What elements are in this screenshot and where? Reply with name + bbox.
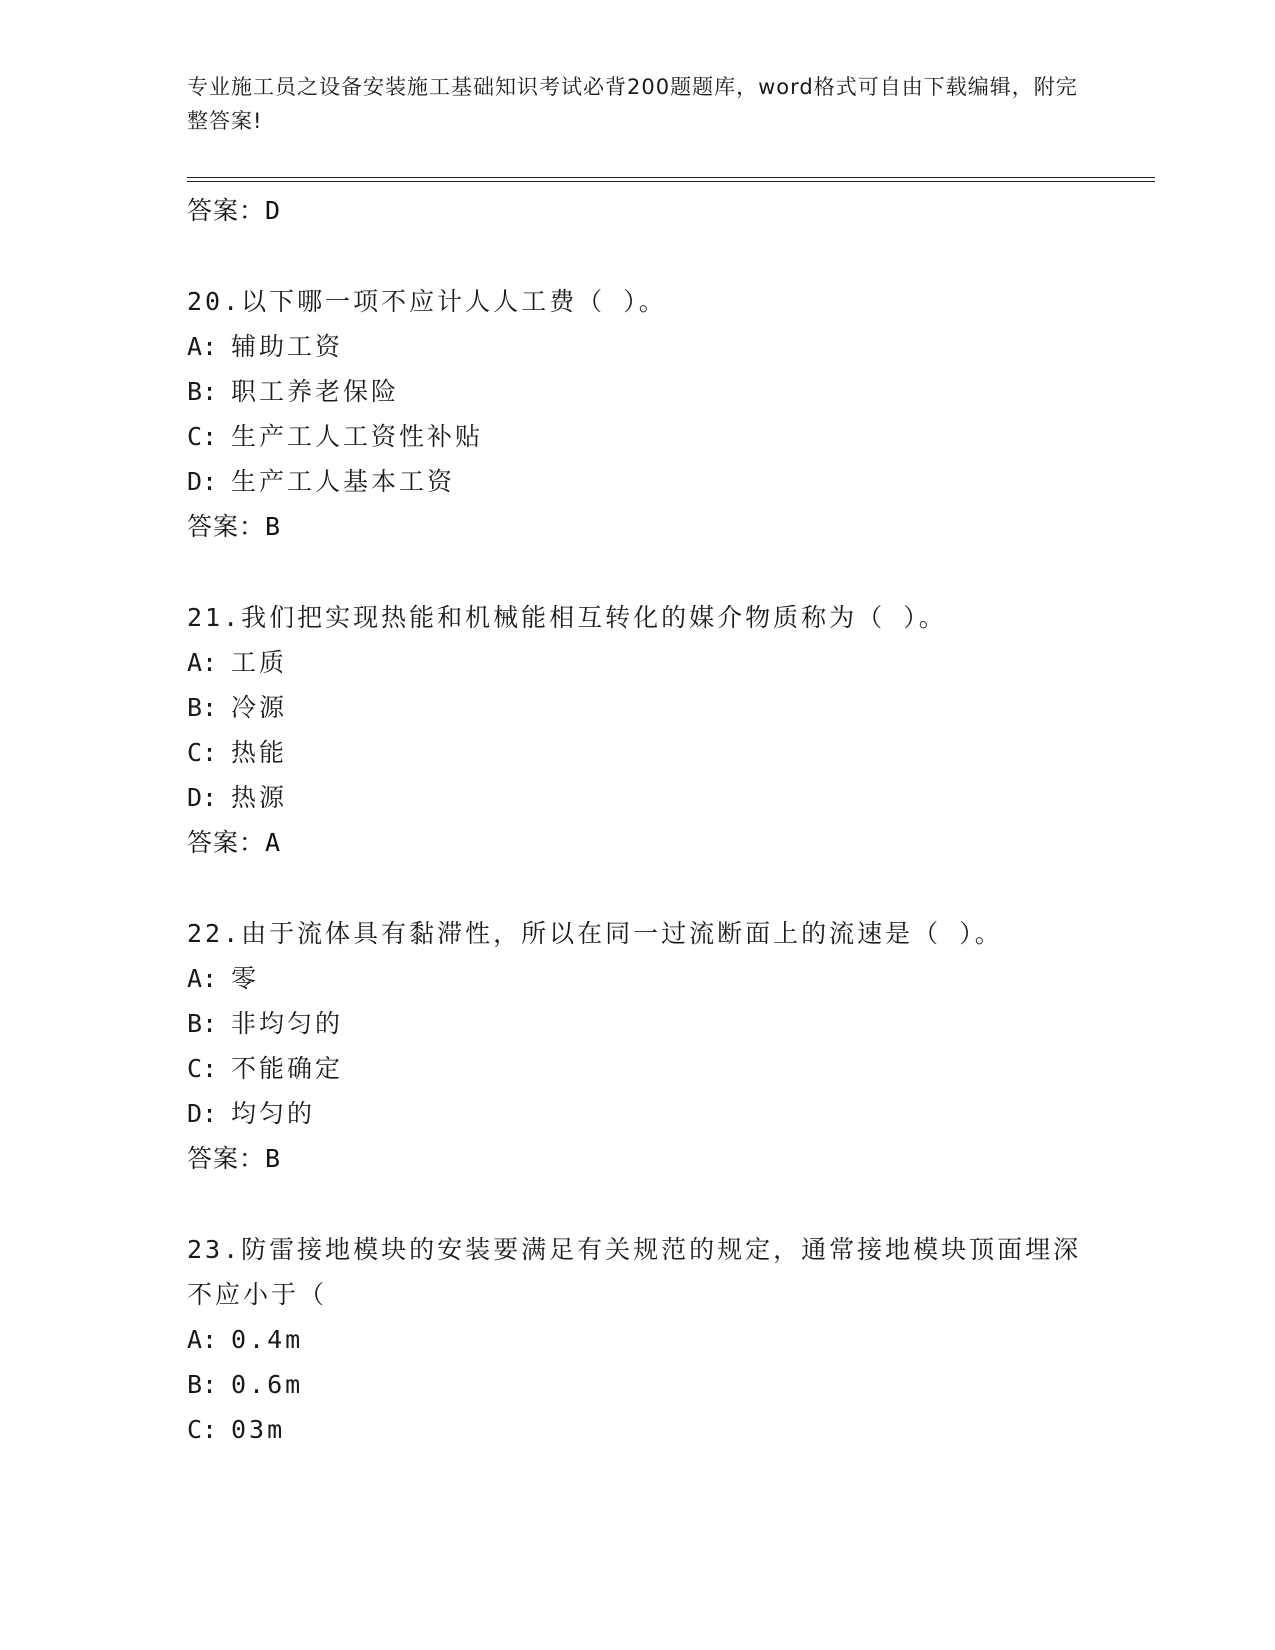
option-text: 非均匀的 [231, 1009, 344, 1038]
spacer [187, 549, 1087, 595]
option-b [187, 1362, 1087, 1407]
option-letter: D: [187, 1099, 218, 1128]
option-d [187, 775, 1087, 820]
option-letter: A: [187, 1325, 218, 1354]
option-letter: C: [187, 1054, 218, 1083]
option-b [187, 1001, 1087, 1046]
option-d [187, 1091, 1087, 1136]
option-text: 0.4m [231, 1325, 304, 1354]
option-a [187, 956, 1087, 1001]
option-text: 0.6m [231, 1370, 304, 1399]
question-text: 23.防雷接地模块的安装要满足有关规范的规定，通常接地模块顶面埋深不应小于（ [187, 1235, 1082, 1309]
spacer [187, 233, 1087, 279]
option-text: 零 [231, 964, 260, 993]
option-letter: C: [187, 738, 218, 767]
option-text: 热能 [231, 738, 288, 767]
question-text: 22.由于流体具有黏滞性，所以在同一过流断面上的流速是（ ）。 [187, 919, 1003, 948]
answer-label: 答案：A [187, 828, 282, 857]
spacer [187, 1181, 1087, 1227]
option-a [187, 324, 1087, 369]
option-text: 冷源 [231, 693, 288, 722]
option-text: 辅助工资 [231, 332, 344, 361]
option-letter: A: [187, 332, 218, 361]
option-letter: A: [187, 964, 218, 993]
option-letter: D: [187, 783, 218, 812]
option-text: 生产工人基本工资 [231, 467, 456, 496]
option-letter: A: [187, 648, 218, 677]
option-c [187, 730, 1087, 775]
question-text: 20.以下哪一项不应计人人工费（ ）。 [187, 287, 667, 316]
spacer [187, 865, 1087, 911]
option-b [187, 685, 1087, 730]
question-text: 21.我们把实现热能和机械能相互转化的媒介物质称为（ ）。 [187, 603, 947, 632]
option-a [187, 1317, 1087, 1362]
option-letter: B: [187, 693, 218, 722]
option-c [187, 414, 1087, 459]
option-text: 工质 [231, 648, 288, 677]
option-c [187, 1046, 1087, 1091]
option-text: 职工养老保险 [231, 377, 400, 406]
answer-label: 答案：B [187, 1144, 282, 1173]
option-letter: B: [187, 377, 218, 406]
option-letter: C: [187, 422, 218, 451]
option-letter: B: [187, 1370, 218, 1399]
option-text: 生产工人工资性补贴 [231, 422, 484, 451]
option-text: 不能确定 [231, 1054, 344, 1083]
option-text: 均匀的 [231, 1099, 316, 1128]
option-d [187, 459, 1087, 504]
header-double-rule [187, 177, 1155, 182]
document-body [187, 188, 1087, 1452]
option-letter: B: [187, 1009, 218, 1038]
option-a [187, 640, 1087, 685]
option-b [187, 369, 1087, 414]
option-letter: C: [187, 1415, 218, 1444]
answer-label: 答案：B [187, 512, 282, 541]
option-letter: D: [187, 467, 218, 496]
option-text: 热源 [231, 783, 288, 812]
option-text: 03m [231, 1415, 286, 1444]
document-header: 专业施工员之设备安装施工基础知识考试必背200题题库，word格式可自由下载编辑，附完整答案! [187, 75, 1078, 133]
option-c [187, 1407, 1087, 1452]
answer-label: 答案：D [187, 196, 282, 225]
